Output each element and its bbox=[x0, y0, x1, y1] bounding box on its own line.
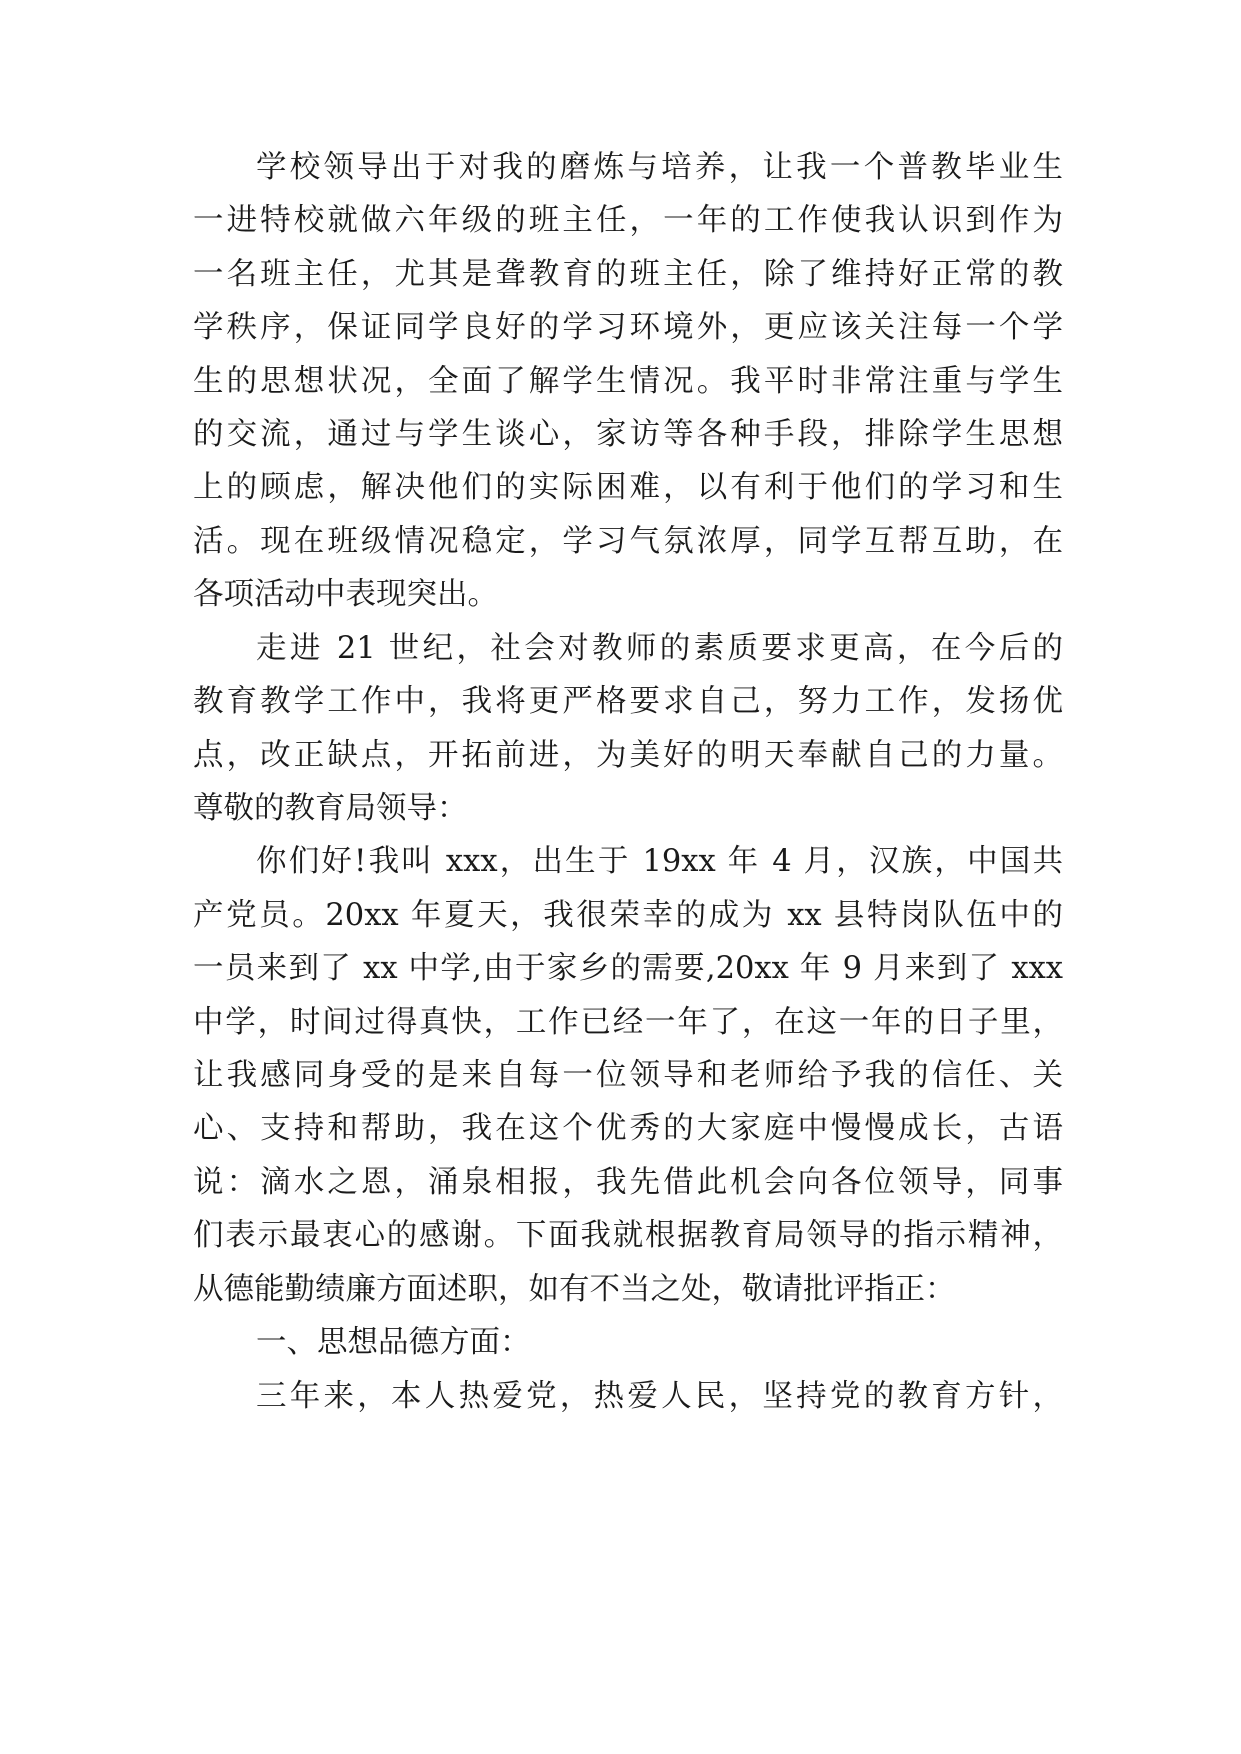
paragraph-line: 中学，时间过得真快，工作已经一年了，在这一年的日子里， bbox=[193, 1005, 1063, 1040]
paragraph-line: 走进 21 世纪，社会对教师的素质要求更高，在今后的 bbox=[256, 631, 1063, 666]
paragraph-line: 产党员。20xx 年夏天，我很荣幸的成为 xx 县特岗队伍中的 bbox=[193, 898, 1063, 933]
paragraph-line: 从德能勤绩廉方面述职，如有不当之处，敬请批评指正： bbox=[193, 1272, 956, 1307]
salutation-line: 尊敬的教育局领导： bbox=[193, 791, 468, 826]
paragraph-line: 说：滴水之恩，涌泉相报，我先借此机会向各位领导，同事 bbox=[193, 1165, 1063, 1200]
paragraph-line: 的交流，通过与学生谈心，家访等各种手段，排除学生思想 bbox=[193, 417, 1063, 452]
paragraph-line: 一进特校就做六年级的班主任，一年的工作使我认识到作为 bbox=[193, 203, 1063, 238]
paragraph-line: 让我感同身受的是来自每一位领导和老师给予我的信任、关 bbox=[193, 1058, 1063, 1093]
paragraph-line: 学秩序，保证同学良好的学习环境外，更应该关注每一个学 bbox=[193, 310, 1063, 345]
paragraph-line: 学校领导出于对我的磨炼与培养，让我一个普教毕业生 bbox=[256, 150, 1063, 185]
paragraph-line: 点，改正缺点，开拓前进，为美好的明天奉献自己的力量。 bbox=[193, 738, 1063, 773]
paragraph-line: 你们好!我叫 xxx，出生于 19xx 年 4 月，汉族，中国共 bbox=[256, 844, 1063, 879]
paragraph-line: 们表示最衷心的感谢。下面我就根据教育局领导的指示精神， bbox=[193, 1218, 1063, 1253]
paragraph-line: 活。现在班级情况稳定，学习气氛浓厚，同学互帮互助，在 bbox=[193, 524, 1063, 559]
paragraph-line: 一名班主任，尤其是聋教育的班主任，除了维持好正常的教 bbox=[193, 257, 1063, 292]
paragraph-line: 三年来，本人热爱党，热爱人民，坚持党的教育方针， bbox=[256, 1379, 1063, 1414]
paragraph-line: 心、支持和帮助，我在这个优秀的大家庭中慢慢成长，古语 bbox=[193, 1111, 1063, 1146]
paragraph-line: 教育教学工作中，我将更严格要求自己，努力工作，发扬优 bbox=[193, 684, 1063, 719]
paragraph-line: 上的顾虑，解决他们的实际困难，以有利于他们的学习和生 bbox=[193, 470, 1063, 505]
paragraph-line: 各项活动中表现突出。 bbox=[193, 577, 498, 612]
paragraph-line: 生的思想状况，全面了解学生情况。我平时非常注重与学生 bbox=[193, 364, 1063, 399]
section-heading: 一、思想品德方面： bbox=[256, 1325, 531, 1360]
paragraph-line: 一员来到了 xx 中学,由于家乡的需要,20xx 年 9 月来到了 xxx bbox=[193, 951, 1063, 986]
